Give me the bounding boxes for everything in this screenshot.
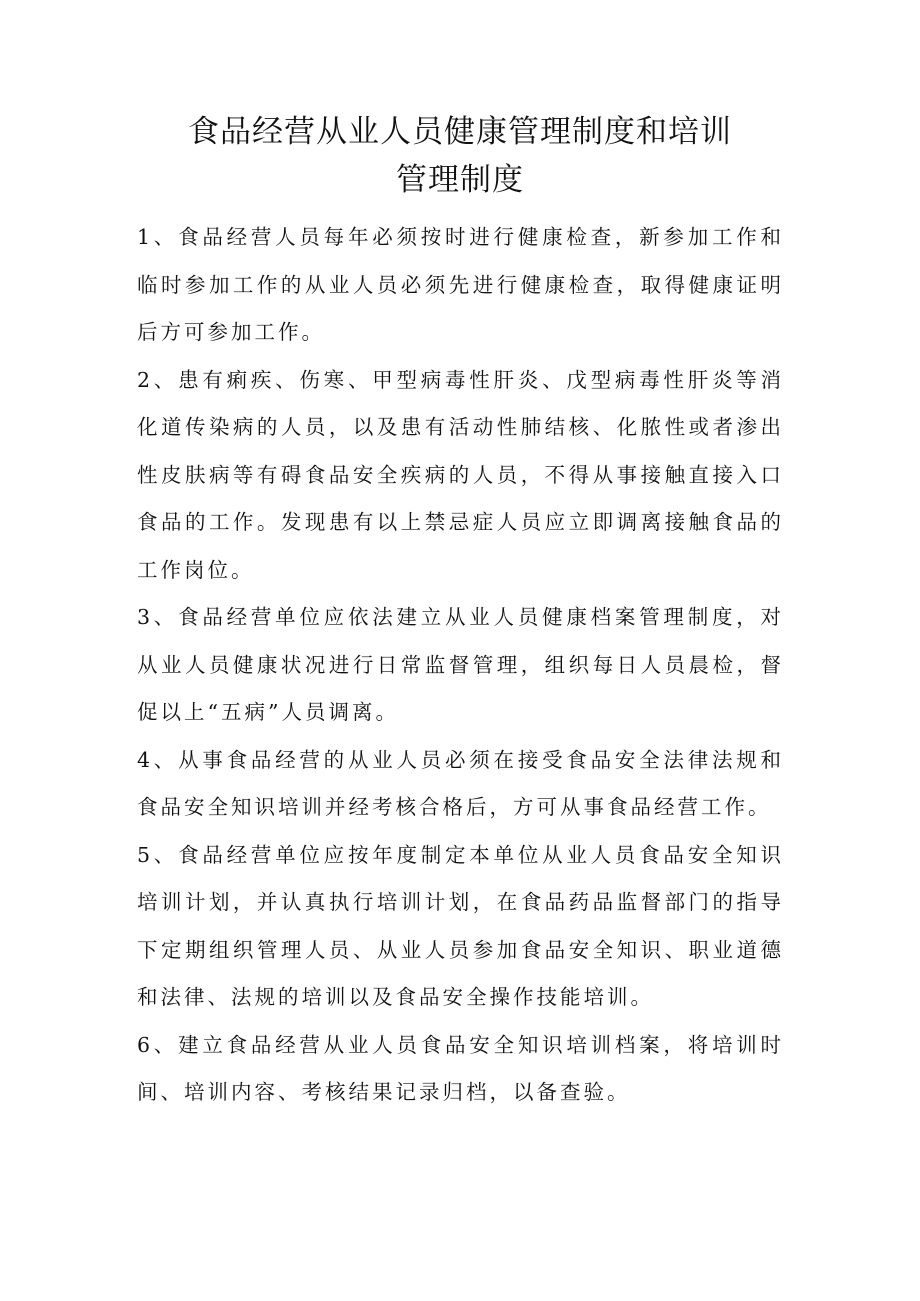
document-title-line-1: 食品经营从业人员健康管理制度和培训 [188, 114, 732, 150]
paragraph-5: 5、食品经营单位应按年度制定本单位从业人员食品安全知识培训计划，并认真执行培训计划，在食品药品监督部门的指导下定期组织管理人员、从业人员参加食品安全知识、职业道德和法律、法规的培训以及食品安全操作技能培训。 [137, 842, 784, 1009]
document-title-line-2: 管理制度 [396, 162, 524, 198]
paragraph-4: 4、从事食品经营的从业人员必须在接受食品安全法律法规和食品安全知识培训并经考核合格后，方可从事食品经营工作。 [137, 747, 784, 819]
paragraph-1: 1、食品经营人员每年必须按时进行健康检查，新参加工作和临时参加工作的从业人员必须先进行健康检查，取得健康证明后方可参加工作。 [137, 225, 784, 344]
paragraph-2: 2、患有痢疾、伤寒、甲型病毒性肝炎、戊型病毒性肝炎等消化道传染病的人员，以及患有活动性肺结核、化脓性或者渗出性皮肤病等有碍食品安全疾病的人员，不得从事接触直接入口食品的工作。发现患有以上禁忌症人员应立即调离接触食品的工作岗位。 [137, 367, 784, 582]
paragraph-3: 3、食品经营单位应依法建立从业人员健康档案管理制度，对从业人员健康状况进行日常监督管理，组织每日人员晨检，督促以上“五病”人员调离。 [137, 605, 784, 724]
paragraph-6: 6、建立食品经营从业人员食品安全知识培训档案，将培训时间、培训内容、考核结果记录归档，以备查验。 [137, 1032, 784, 1104]
document-body [137, 214, 784, 1117]
